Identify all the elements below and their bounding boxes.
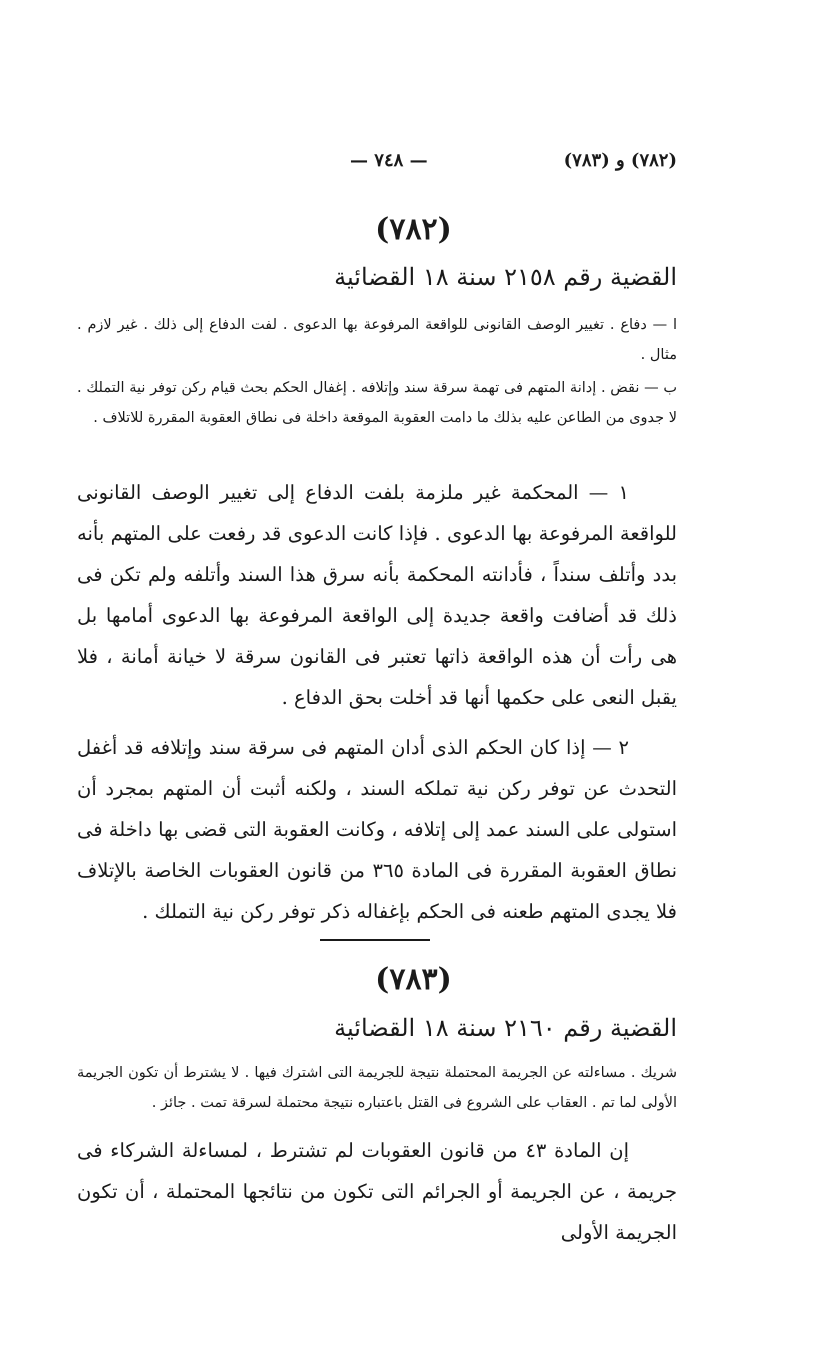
section-divider [320, 939, 430, 941]
case-summary: شريك . مساءلته عن الجريمة المحتملة نتيجة للجريمة التى اشترك فيها . لا يشترط أن تكون الجريمة الأولى لما تم . العقاب على الشروع فى القتل باعتباره نتيجة محتملة لسرقة تمت . جائز . [77, 1065, 677, 1111]
ruling-paragraph: إن المادة ٤٣ من قانون العقوبات لم تشترط ، لمساءلة الشركاء فى جريمة ، عن الجريمة أو الجرائم التى تكون من نتائجها المحتملة ، أن تكون الجريمة الأولى [77, 1139, 677, 1244]
case-title-783: القضية رقم ٢١٦٠ سنة ١٨ القضائية [334, 1014, 677, 1042]
header-case-range: (٧٨٢) و (٧٨٣) [563, 150, 677, 171]
ruling-paragraph-2: ٢ — إذا كان الحكم الذى أدان المتهم فى سرقة سند وإتلافه قد أغفل التحدث عن توفر ركن نية تملكه السند ، ولكنه أثبت أن المتهم بمجرد أن استولى على السند عمد إلى إتلافه ، وكانت العقوبة التى قضى بها داخلة فى نطاق العقوبة المقررة فى المادة ٣٦٥ من قانون العقوبات الخاصة بالإتلاف فلا يجدى المتهم طعنه فى الحكم بإغفاله ذكر توفر ركن نية التملك . [77, 736, 677, 923]
case-summary-b: ب — نقض . إدانة المتهم فى تهمة سرقة سند وإتلافه . إغفال الحكم بحث قيام ركن توفر نية التملك . لا جدوى من الطاعن عليه بذلك ما دامت العقوبة الموقعة داخلة فى نطاق العقوبة المقررة للاتلاف . [77, 380, 677, 426]
ruling-paragraph-1: ١ — المحكمة غير ملزمة بلفت الدفاع إلى تغيير الوصف القانونى للواقعة المرفوعة بها الدعوى . فإذا كانت الدعوى قد رفعت على المتهم بأنه بدد وأتلف سنداً ، فأدانته المحكمة بأنه سرق هذا السند وأتلفه ولم تكن فى ذلك قد أضافت واقعة جديدة إلى الواقعة المرفوعة بها الدعوى أمامها بل هى رأت أن هذه الواقعة ذاتها تعتبر فى القانون سرقة لا خيانة أمانة ، فلا يقبل النعى على حكمها أنها قد أخلت بحق الدفاع . [77, 481, 677, 709]
case-title-782: القضية رقم ٢١٥٨ سنة ١٨ القضائية [334, 263, 677, 291]
case-number-783: (٧٨٣) [375, 962, 452, 997]
page-number: — ٧٤٨ — [350, 150, 428, 171]
case-summary-a: ا — دفاع . تغيير الوصف القانونى للواقعة المرفوعة بها الدعوى . لفت الدفاع إلى ذلك . غير لازم . مثال . [77, 317, 677, 363]
case-number-782: (٧٨٢) [375, 212, 452, 247]
running-header [80, 150, 677, 180]
